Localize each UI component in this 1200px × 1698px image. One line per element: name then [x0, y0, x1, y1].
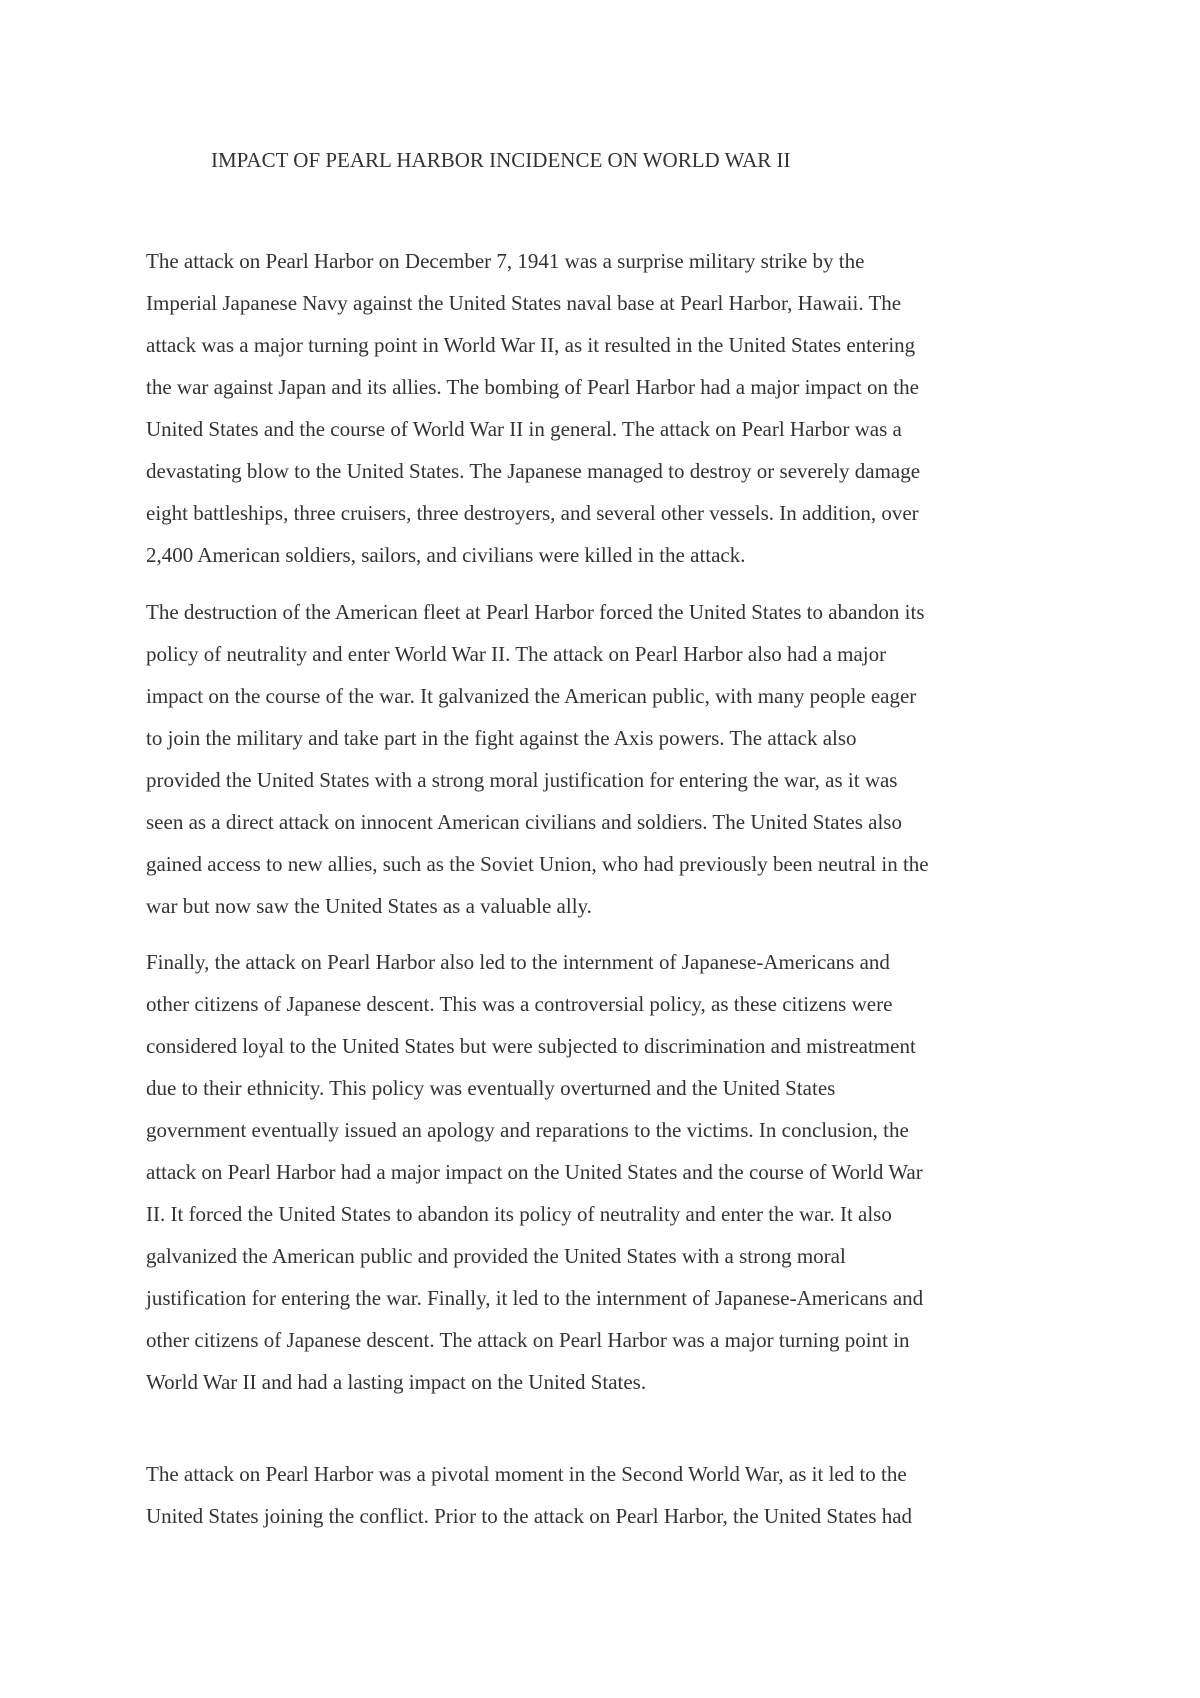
- text-line: gained access to new allies, such as the Soviet Union, who had previously been neutral in the: [146, 852, 929, 876]
- text-line: government eventually issued an apology and reparations to the victims. In conclusion, the: [146, 1118, 909, 1142]
- paragraph-text: [146, 591, 1076, 927]
- paragraph-4: [146, 1453, 1076, 1537]
- text-line: considered loyal to the United States but were subjected to discrimination and mistreatment: [146, 1034, 916, 1058]
- text-line: devastating blow to the United States. The Japanese managed to destroy or severely damage: [146, 459, 921, 483]
- document-title: IMPACT OF PEARL HARBOR INCIDENCE ON WORLD WAR II: [211, 148, 791, 172]
- text-line: The destruction of the American fleet at Pearl Harbor forced the United States to abandon its: [146, 600, 925, 624]
- text-line: justification for entering the war. Finally, it led to the internment of Japanese-Americans and: [146, 1286, 924, 1310]
- text-line: eight battleships, three cruisers, three destroyers, and several other vessels. In addition, over: [146, 501, 919, 525]
- text-line: other citizens of Japanese descent. This was a controversial policy, as these citizens were: [146, 992, 893, 1016]
- text-line: seen as a direct attack on innocent American civilians and soldiers. The United States also: [146, 810, 902, 834]
- text-line: due to their ethnicity. This policy was eventually overturned and the United States: [146, 1076, 836, 1100]
- text-line: galvanized the American public and provided the United States with a strong moral: [146, 1244, 846, 1268]
- text-line: United States and the course of World War II in general. The attack on Pearl Harbor was a: [146, 417, 902, 441]
- paragraph-2: [146, 591, 1076, 927]
- text-line: attack was a major turning point in World War II, as it resulted in the United States entering: [146, 333, 916, 357]
- text-line: The attack on Pearl Harbor was a pivotal moment in the Second World War, as it led to the: [146, 1462, 907, 1486]
- paragraph-3: [146, 941, 1076, 1403]
- text-line: attack on Pearl Harbor had a major impact on the United States and the course of World War: [146, 1160, 923, 1184]
- text-line: war but now saw the United States as a valuable ally.: [146, 894, 592, 918]
- text-line: Finally, the attack on Pearl Harbor also led to the internment of Japanese-Americans and: [146, 950, 890, 974]
- text-line: the war against Japan and its allies. The bombing of Pearl Harbor had a major impact on the: [146, 375, 919, 399]
- text-line: policy of neutrality and enter World War II. The attack on Pearl Harbor also had a major: [146, 642, 887, 666]
- text-line: provided the United States with a strong moral justification for entering the war, as it was: [146, 768, 898, 792]
- text-line: United States joining the conflict. Prior to the attack on Pearl Harbor, the United States had: [146, 1504, 913, 1528]
- paragraph-text: [146, 240, 1076, 576]
- paragraph-text: [146, 1453, 1076, 1537]
- text-line: II. It forced the United States to abandon its policy of neutrality and enter the war. It also: [146, 1202, 892, 1226]
- paragraph-1: [146, 240, 1076, 576]
- text-line: World War II and had a lasting impact on the United States.: [146, 1370, 647, 1394]
- text-line: other citizens of Japanese descent. The attack on Pearl Harbor was a major turning point in: [146, 1328, 910, 1352]
- text-line: Imperial Japanese Navy against the United States naval base at Pearl Harbor, Hawaii. The: [146, 291, 902, 315]
- text-line: impact on the course of the war. It galvanized the American public, with many people eager: [146, 684, 917, 708]
- text-line: to join the military and take part in the fight against the Axis powers. The attack also: [146, 726, 857, 750]
- paragraph-text: [146, 941, 1076, 1403]
- text-line: The attack on Pearl Harbor on December 7, 1941 was a surprise military strike by the: [146, 249, 865, 273]
- text-line: 2,400 American soldiers, sailors, and civilians were killed in the attack.: [146, 543, 746, 567]
